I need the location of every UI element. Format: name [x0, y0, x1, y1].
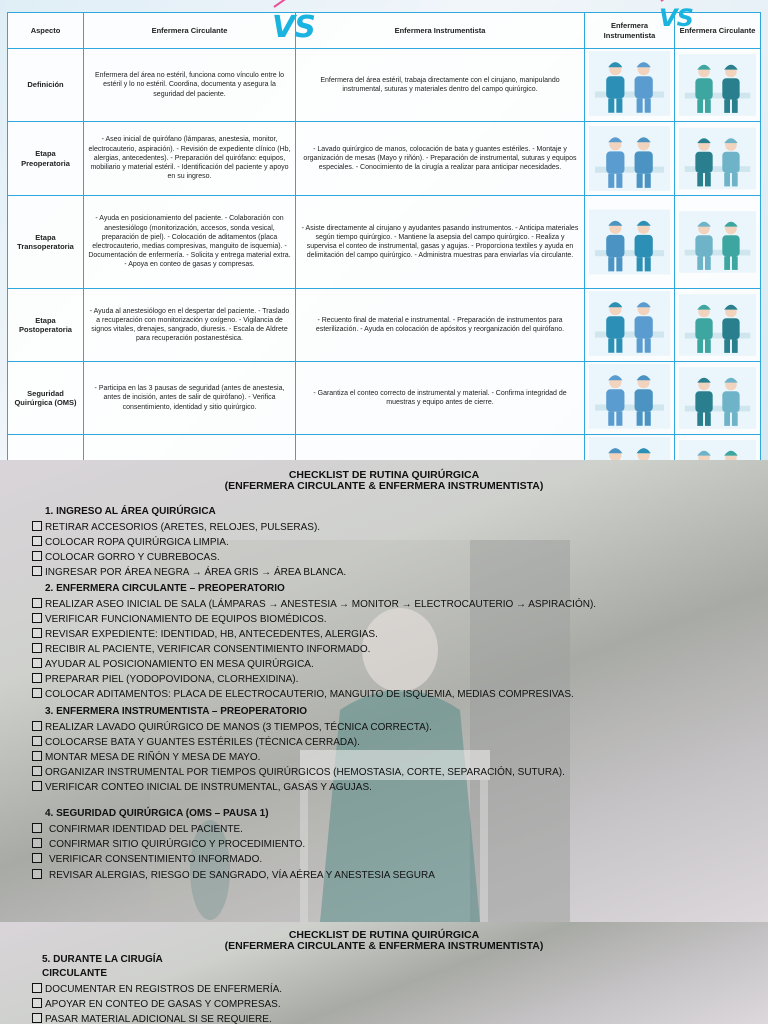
header-circulante: Enfermera Circulante	[84, 13, 296, 49]
checklist-item-label: RECIBIR AL PACIENTE, VERIFICAR CONSENTIMIENTO INFORMADO.	[45, 644, 371, 655]
checklist-item	[32, 598, 596, 611]
checklist-subtitle: (ENFERMERA CIRCULANTE & ENFERMERA INSTRUMENTISTA)	[224, 480, 544, 492]
instrumentista-illustration	[585, 196, 675, 289]
checklist-item	[32, 736, 360, 749]
checkbox[interactable]	[32, 566, 42, 576]
checklist-item-label: AYUDAR AL POSICIONAMIENTO EN MESA QUIRÚRGICA.	[45, 659, 314, 670]
row-aspect: Etapa Postoperatoria	[8, 289, 84, 362]
nurse-figure-icon	[679, 291, 756, 359]
instrumentista-illustration	[585, 49, 675, 122]
nurse-figure-icon	[679, 198, 756, 286]
nurse-illustration	[679, 124, 756, 193]
nurse-illustration	[679, 437, 756, 460]
vs-badge-small: VS	[659, 4, 693, 32]
checkbox[interactable]	[32, 643, 42, 653]
header-circulante-image: Enfermera Circulante	[675, 13, 761, 49]
table-row	[8, 435, 761, 461]
checklist-item-label: ORGANIZAR INSTRUMENTAL POR TIEMPOS QUIRÚRGICOS (HEMOSTASIA, CORTE, SEPARACIÓN, SUTURA).	[45, 767, 565, 778]
checklist-subtitle: (ENFERMERA CIRCULANTE & ENFERMERA INSTRUMENTISTA)	[224, 940, 544, 952]
checklist-item	[32, 998, 281, 1011]
table-row	[8, 49, 761, 122]
checkbox[interactable]	[32, 838, 42, 848]
nurse-figure-icon	[589, 437, 670, 460]
instrumentista-illustration	[585, 435, 675, 461]
section-subheading: CIRCULANTE	[42, 968, 107, 979]
row-circulante-text: - Aseo inicial de quirófano (lámparas, anestesia, monitor, electrocauterio, aspiración). - Revisión de expediente clínico (Hb, alergias, antecedentes). - Preparación del quirófano: equipos, mobiliario y material estéril. - Identificación del paciente y apoyo en su ingreso.	[84, 122, 296, 196]
header-instrumentista: Enfermera Instrumentista	[296, 13, 585, 49]
circulante-illustration	[675, 196, 761, 289]
table-row	[8, 196, 761, 289]
nurse-figure-icon	[589, 198, 670, 286]
checkbox[interactable]	[32, 721, 42, 731]
nurse-figure-icon	[679, 364, 756, 432]
checklist-item-label: DOCUMENTAR EN REGISTROS DE ENFERMERÍA.	[45, 984, 283, 995]
checkbox[interactable]	[32, 521, 42, 531]
nurse-figure-icon	[679, 437, 756, 460]
comparison-table	[7, 12, 761, 460]
checklist-item-label: MONTAR MESA DE RIÑÓN Y MESA DE MAYO.	[45, 752, 261, 763]
table-row	[8, 289, 761, 362]
checkbox[interactable]	[32, 628, 42, 638]
checklist-item	[32, 643, 370, 656]
nurse-illustration	[679, 198, 756, 286]
nurse-illustration	[589, 198, 670, 286]
checklist-item-label: INGRESAR POR ÁREA NEGRA → ÁREA GRIS → ÁREA BLANCA.	[45, 567, 347, 578]
checkbox[interactable]	[32, 998, 42, 1008]
section-heading-3: 3. ENFERMERA INSTRUMENTISTA – PREOPERATORIO	[45, 706, 308, 717]
checkbox[interactable]	[32, 658, 42, 668]
nurse-illustration	[679, 291, 756, 359]
checkbox[interactable]	[32, 853, 42, 863]
row-aspect: Definición	[8, 49, 84, 122]
nurse-illustration	[589, 437, 670, 460]
section-heading-5: 5. DURANTE LA CIRUGÍA	[42, 954, 163, 965]
checklist-page-2	[0, 922, 768, 1024]
row-circulante-text: - Participa en las 3 pausas de seguridad (antes de anestesia, antes de incisión, antes de salir de quirófano). - Verifica consentimiento, identidad y sitio quirúrgico.	[84, 362, 296, 435]
row-instrumentista-text: - Asiste directamente al cirujano y ayudantes pasando instrumentos. - Anticipa materiales según tiempo quirúrgico. - Mantiene la asepsia del campo quirúrgico. - Realiza y supervisa el conteo de instrumental, gasas y agujas. - Proporciona textiles y ayuda en delimitación del campo quirúrgico. - Administra muestras para enviarlas vía circulante.	[296, 196, 585, 289]
checklist-item	[32, 628, 378, 641]
checklist-item-label: COLOCARSE BATA Y GUANTES ESTÉRILES (TÉCNICA CERRADA).	[45, 737, 360, 748]
checklist-item	[32, 853, 262, 866]
circulante-illustration	[675, 49, 761, 122]
checklist-item	[32, 566, 346, 579]
row-instrumentista-text: - Lavado quirúrgico de manos, colocación de bata y guantes estériles. - Montaje y organización de mesas (Mayo y riñón). - Preparación de instrumental, suturas y equipos especiales. - Conocimiento de la cirugía a realizar para anticipar necesidades.	[296, 122, 585, 196]
checklist-item-label: REALIZAR ASEO INICIAL DE SALA (LÁMPARAS → ANESTESIA → MONITOR → ELECTROCAUTERIO → ASPIRACIÓN).	[45, 599, 597, 610]
checklist-item-label: CONFIRMAR SITIO QUIRÚRGICO Y PROCEDIMIENTO.	[49, 839, 306, 850]
checklist-item	[32, 673, 298, 686]
checkbox[interactable]	[32, 688, 42, 698]
checklist-item-label: REALIZAR LAVADO QUIRÚRGICO DE MANOS (3 TIEMPOS, TÉCNICA CORRECTA).	[45, 722, 432, 733]
table-header-row	[8, 13, 761, 49]
section-heading-1: 1. INGRESO AL ÁREA QUIRÚRGICA	[45, 506, 216, 517]
row-circulante-text: - Ayuda al anestesiólogo en el despertar del paciente. - Traslado a recuperación con monitorización y oxígeno. - Vigilancia de signos vitales, drenajes, sangrado, diuresis. - Escala de Aldrete para recuperación postanestésica.	[84, 289, 296, 362]
checklist-item-label: COLOCAR ADITAMENTOS: PLACA DE ELECTROCAUTERIO, MANGUITO DE ISQUEMIA, MEDIAS COMPRESIVAS.	[45, 689, 574, 700]
nurse-figure-icon	[589, 291, 670, 356]
checkbox[interactable]	[32, 869, 42, 879]
checklist-item	[32, 536, 229, 549]
header-instrumentista-image: Enfermera Instrumentista	[585, 13, 675, 49]
checklist-item	[32, 823, 243, 836]
checklist-item-label: PREPARAR PIEL (YODOPOVIDONA, CLORHEXIDINA).	[45, 674, 299, 685]
row-circulante-text	[84, 435, 296, 461]
circulante-illustration	[675, 289, 761, 362]
checkbox[interactable]	[32, 766, 42, 776]
row-circulante-text: - Ayuda en posicionamiento del paciente. - Colaboración con anestesiólogo (monitorización, accesos, sonda vesical, preparación de piel). - Colocación de aditamentos (placa electrocauterio, medias compresivas, manguito de isquemia). - Documentación de enfermería. - Solicita y entrega material extra. - Apoya en conteo de gasas y compresas.	[84, 196, 296, 289]
checklist-item	[32, 838, 305, 851]
nurse-illustration	[679, 364, 756, 432]
instrumentista-illustration	[585, 122, 675, 196]
checklist-item	[32, 551, 220, 564]
checklist-item-label: REVISAR ALERGIAS, RIESGO DE SANGRADO, VÍA AÉREA Y ANESTESIA SEGURA	[49, 870, 435, 881]
checklist-item	[32, 869, 435, 882]
checklist-item-label: VERIFICAR CONTEO INICIAL DE INSTRUMENTAL, GASAS Y AGUJAS.	[45, 782, 372, 793]
checklist-item-label: COLOCAR ROPA QUIRÚRGICA LIMPIA.	[45, 537, 229, 548]
checkbox[interactable]	[32, 598, 42, 608]
checkbox[interactable]	[32, 736, 42, 746]
row-instrumentista-text	[296, 435, 585, 461]
checklist-item	[32, 688, 574, 701]
checklist-item	[32, 613, 327, 626]
checklist-item-label: CONFIRMAR IDENTIDAD DEL PACIENTE.	[49, 824, 243, 835]
section-heading-4: 4. SEGURIDAD QUIRÚRGICA (OMS – PAUSA 1)	[45, 808, 269, 819]
nurse-illustration	[589, 124, 670, 193]
checklist-item	[32, 781, 372, 794]
checkbox[interactable]	[32, 536, 42, 546]
checkbox[interactable]	[32, 551, 42, 561]
checklist-title: CHECKLIST DE RUTINA QUIRÚRGICA	[288, 469, 480, 481]
nurse-illustration	[589, 51, 670, 119]
checklist-item	[32, 521, 320, 534]
circulante-illustration	[675, 362, 761, 435]
circulante-illustration	[675, 435, 761, 461]
checkbox[interactable]	[32, 673, 42, 683]
checklist-item	[32, 658, 314, 671]
vs-badge: VS	[272, 10, 315, 45]
checklist-item	[32, 983, 282, 996]
checklist-item	[32, 751, 260, 764]
checklist-item-label: COLOCAR GORRO Y CUBREBOCAS.	[45, 552, 220, 563]
checkbox[interactable]	[32, 1013, 42, 1023]
row-instrumentista-text: - Garantiza el conteo correcto de instrumental y material. - Confirma integridad de muestras y equipo antes de cierre.	[296, 362, 585, 435]
checkbox[interactable]	[32, 613, 42, 623]
section-heading-2: 2. ENFERMERA CIRCULANTE – PREOPERATORIO	[45, 583, 285, 594]
checklist-item-label: PASAR MATERIAL ADICIONAL SI SE REQUIERE.	[45, 1014, 272, 1024]
row-instrumentista-text: Enfermera del área estéril, trabaja directamente con el cirujano, manipulando instrumental, suturas y materiales dentro del campo quirúrgico.	[296, 49, 585, 122]
checkbox[interactable]	[32, 823, 42, 833]
checklist-item-label: VERIFICAR CONSENTIMIENTO INFORMADO.	[49, 854, 263, 865]
nurse-figure-icon	[589, 51, 670, 116]
nurse-figure-icon	[679, 51, 756, 119]
checklist-item	[32, 1013, 272, 1024]
row-instrumentista-text: - Recuento final de material e instrumental. - Preparación de instrumentos para esterilización. - Ayuda en colocación de apósitos y reorganización del quirófano.	[296, 289, 585, 362]
checklist-item-label: RETIRAR ACCESORIOS (ARETES, RELOJES, PULSERAS).	[45, 522, 321, 533]
nurse-figure-icon	[589, 124, 670, 193]
comparison-panel	[0, 0, 768, 460]
nurse-illustration	[589, 364, 670, 432]
nurse-figure-icon	[589, 364, 670, 429]
checklist-page-1	[0, 460, 768, 922]
row-aspect: Seguridad Quirúrgica (OMS)	[8, 362, 84, 435]
checklist-item-label: APOYAR EN CONTEO DE GASAS Y COMPRESAS.	[45, 999, 281, 1010]
checklist-title: CHECKLIST DE RUTINA QUIRÚRGICA	[288, 929, 480, 941]
row-circulante-text: Enfermera del área no estéril, funciona como vínculo entre lo estéril y lo no estéril. Coordina, documenta y asegura la seguridad del paciente.	[84, 49, 296, 122]
row-aspect: Etapa Preoperatoria	[8, 122, 84, 196]
checkbox[interactable]	[32, 781, 42, 791]
row-aspect	[8, 435, 84, 461]
row-aspect: Etapa Transoperatoria	[8, 196, 84, 289]
header-aspecto: Aspecto	[8, 13, 84, 49]
checkbox[interactable]	[32, 751, 42, 761]
checklist-item-label: REVISAR EXPEDIENTE: IDENTIDAD, HB, ANTECEDENTES, ALERGIAS.	[45, 629, 378, 640]
nurse-illustration	[679, 51, 756, 119]
instrumentista-illustration	[585, 289, 675, 362]
nurse-illustration	[589, 291, 670, 359]
checkbox[interactable]	[32, 983, 42, 993]
table-row	[8, 122, 761, 196]
nurse-figure-icon	[679, 124, 756, 193]
checklist-item-label: VERIFICAR FUNCIONAMIENTO DE EQUIPOS BIOMÉDICOS.	[45, 614, 327, 625]
checklist-item	[32, 721, 432, 734]
checklist-item	[32, 766, 565, 779]
instrumentista-illustration	[585, 362, 675, 435]
circulante-illustration	[675, 122, 761, 196]
table-row	[8, 362, 761, 435]
